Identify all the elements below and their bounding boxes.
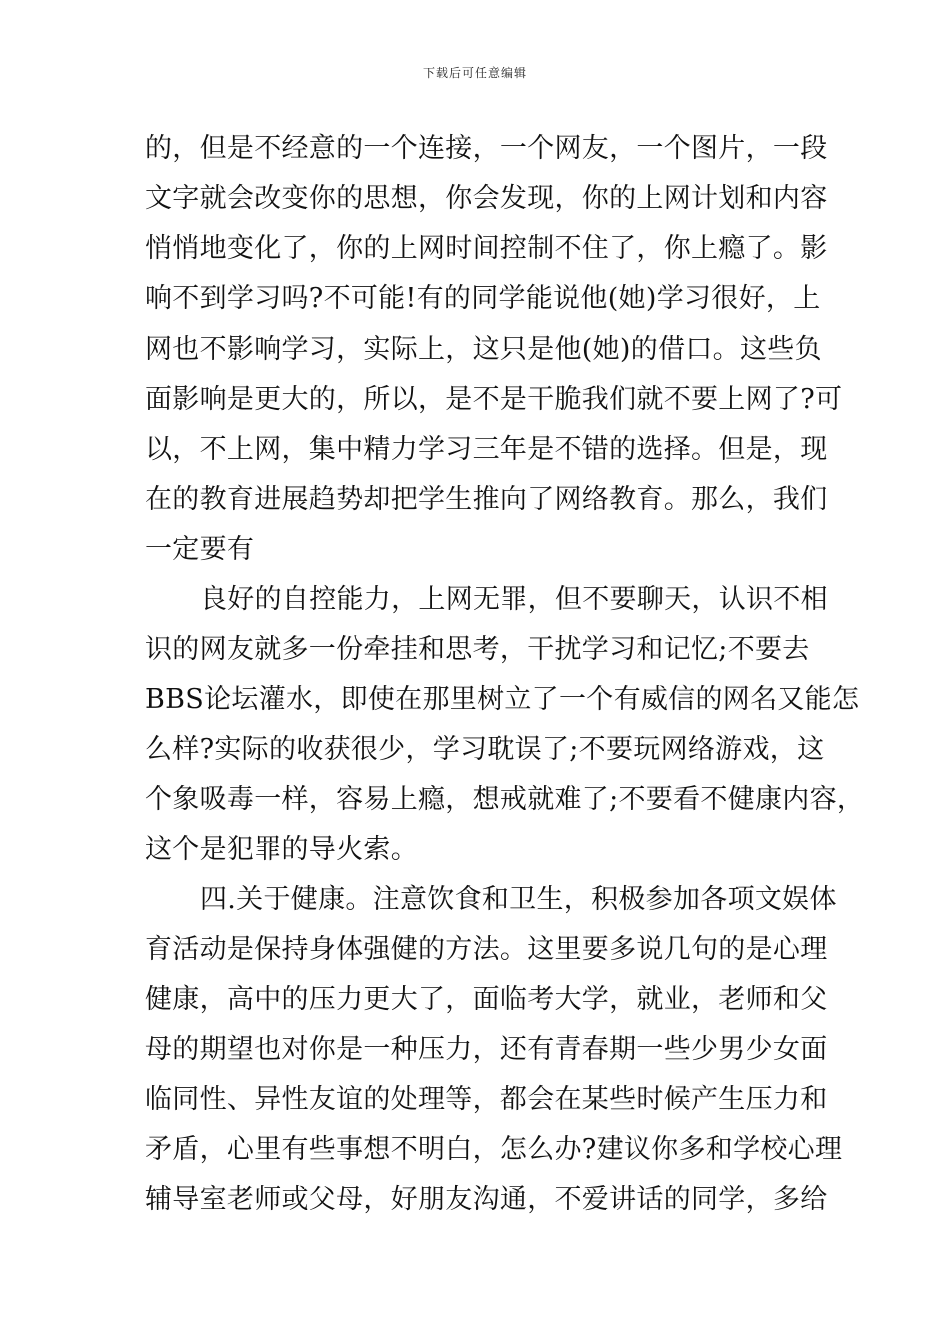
text-line: 面影响是更大的，所以，是不是干脆我们就不要上网了?可	[145, 384, 843, 415]
text-line: 的，但是不经意的一个连接，一个网友，一个图片，一段	[145, 133, 828, 164]
text-line: 这个是犯罪的导火索。	[145, 834, 418, 865]
text-line: 么样?实际的收获很少，学习耽误了;不要玩网络游戏，这	[145, 734, 825, 765]
text-line: 在的教育进展趋势却把学生推向了网络教育。那么，我们	[145, 484, 828, 515]
text-line: 育活动是保持身体强健的方法。这里要多说几句的是心理	[145, 934, 828, 965]
text-line: 识的网友就多一份牵挂和思考，干扰学习和记忆;不要去	[145, 634, 810, 665]
text-line: 辅导室老师或父母，好朋友沟通，不爱讲话的同学，多给	[145, 1184, 828, 1215]
text-line: 个象吸毒一样，容易上瘾，想戒就难了;不要看不健康内容，	[145, 784, 865, 815]
text-line: 文字就会改变你的思想，你会发现，你的上网计划和内容	[145, 183, 828, 214]
text-line: 响不到学习吗?不可能!有的同学能说他(她)学习很好，上	[145, 283, 821, 314]
text-line: 母的期望也对你是一种压力，还有青春期一些少男少女面	[145, 1034, 828, 1065]
text-line: BBS论坛灌水，即使在那里树立了一个有威信的网名又能怎	[145, 684, 860, 715]
text-line: 四.关于健康。注意饮食和卫生，积极参加各项文娱体	[200, 884, 837, 915]
text-line: 网也不影响学习，实际上，这只是他(她)的借口。这些负	[145, 334, 822, 365]
text-line: 矛盾，心里有些事想不明白，怎么办?建议你多和学校心理	[145, 1134, 843, 1165]
text-line: 健康，高中的压力更大了，面临考大学，就业，老师和父	[145, 984, 828, 1015]
text-line: 以，不上网，集中精力学习三年是不错的选择。但是，现	[145, 434, 828, 465]
text-line: 一定要有	[145, 534, 255, 565]
text-line: 良好的自控能力，上网无罪，但不要聊天，认识不相	[200, 584, 828, 615]
text-line: 悄悄地变化了，你的上网时间控制不住了，你上瘾了。影	[145, 233, 828, 264]
text-line: 临同性、异性友谊的处理等，都会在某些时候产生压力和	[145, 1084, 828, 1115]
page-header: 下载后可任意编辑	[422, 66, 527, 80]
